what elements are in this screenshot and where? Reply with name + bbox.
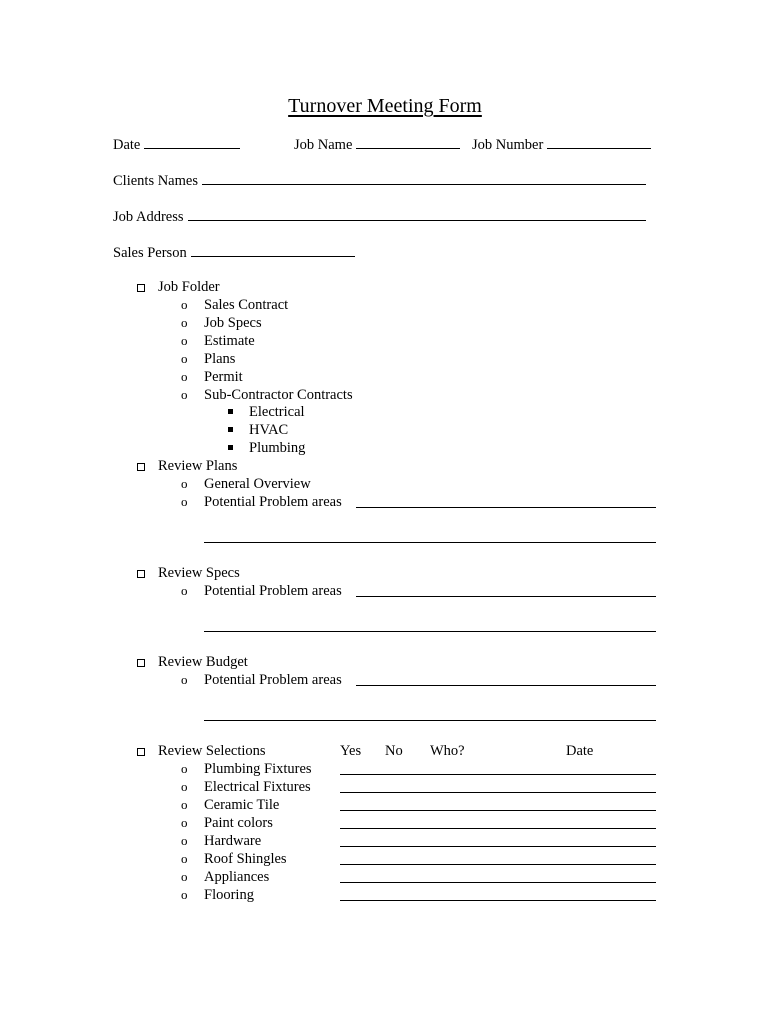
circle-bullet-icon: o <box>181 815 188 830</box>
date-field[interactable] <box>113 135 240 154</box>
list-item: Permit <box>204 369 243 385</box>
answer-line[interactable] <box>356 685 656 686</box>
list-item: General Overview <box>204 476 311 492</box>
answer-line[interactable] <box>356 507 656 508</box>
job-folder-label: Job Folder <box>158 279 220 295</box>
review-selections-label: Review Selections <box>158 743 266 759</box>
answer-line[interactable] <box>204 542 656 543</box>
sales-person-label: Sales Person <box>113 245 187 261</box>
circle-bullet-icon: o <box>181 797 188 812</box>
column-header-yes: Yes <box>340 743 362 759</box>
answer-line[interactable] <box>340 900 656 901</box>
list-item: Potential Problem areas <box>204 583 342 599</box>
answer-line[interactable] <box>340 810 656 811</box>
list-item: Job Specs <box>204 315 262 331</box>
circle-bullet-icon: o <box>181 297 188 312</box>
review-budget-label: Review Budget <box>158 654 248 670</box>
answer-line[interactable] <box>340 828 656 829</box>
answer-line[interactable] <box>340 774 656 775</box>
answer-line[interactable] <box>340 864 656 865</box>
job-address-line[interactable] <box>188 207 646 221</box>
answer-line[interactable] <box>204 631 656 632</box>
answer-line[interactable] <box>204 720 656 721</box>
circle-bullet-icon: o <box>181 833 188 848</box>
job-name-line[interactable] <box>356 135 460 149</box>
sales-person-field[interactable] <box>113 243 355 262</box>
answer-line[interactable] <box>340 882 656 883</box>
job-address-field[interactable] <box>113 207 646 226</box>
date-label: Date <box>113 137 141 153</box>
list-item: Paint colors <box>204 815 273 831</box>
clients-names-label: Clients Names <box>113 173 198 189</box>
clients-names-line[interactable] <box>202 171 646 185</box>
form-title: Turnover Meeting Form <box>288 95 482 117</box>
list-item: Potential Problem areas <box>204 494 342 510</box>
circle-bullet-icon: o <box>181 476 188 491</box>
circle-bullet-icon: o <box>181 494 188 509</box>
review-specs-label: Review Specs <box>158 565 240 581</box>
list-item: Electrical Fixtures <box>204 779 311 795</box>
answer-line[interactable] <box>340 792 656 793</box>
checkbox-square-icon[interactable] <box>137 659 145 667</box>
circle-bullet-icon: o <box>181 672 188 687</box>
list-item: Plans <box>204 351 236 367</box>
square-bullet-icon <box>228 427 233 432</box>
circle-bullet-icon: o <box>181 387 188 402</box>
list-item: Hardware <box>204 833 262 849</box>
job-number-field[interactable] <box>472 135 651 154</box>
job-name-field[interactable] <box>294 135 460 154</box>
list-item: Potential Problem areas <box>204 672 342 688</box>
checkbox-square-icon[interactable] <box>137 463 145 471</box>
checkbox-square-icon[interactable] <box>137 570 145 578</box>
list-item: HVAC <box>249 422 289 438</box>
square-bullet-icon <box>228 445 233 450</box>
list-item: Plumbing <box>249 440 306 456</box>
list-item: Estimate <box>204 333 255 349</box>
checkbox-square-icon[interactable] <box>137 748 145 756</box>
circle-bullet-icon: o <box>181 851 188 866</box>
job-number-line[interactable] <box>547 135 651 149</box>
square-bullet-icon <box>228 409 233 414</box>
job-address-label: Job Address <box>113 209 184 225</box>
circle-bullet-icon: o <box>181 887 188 902</box>
job-number-label: Job Number <box>472 137 544 153</box>
list-item: Roof Shingles <box>204 851 287 867</box>
circle-bullet-icon: o <box>181 333 188 348</box>
circle-bullet-icon: o <box>181 315 188 330</box>
list-item: Appliances <box>204 869 270 885</box>
column-header-date: Date <box>566 743 594 759</box>
list-item: Sales Contract <box>204 297 289 313</box>
list-item: Sub-Contractor Contracts <box>204 387 353 403</box>
circle-bullet-icon: o <box>181 761 188 776</box>
column-header-no: No <box>385 743 403 759</box>
circle-bullet-icon: o <box>181 369 188 384</box>
column-header-who: Who? <box>430 743 465 759</box>
review-plans-label: Review Plans <box>158 458 238 474</box>
circle-bullet-icon: o <box>181 779 188 794</box>
circle-bullet-icon: o <box>181 351 188 366</box>
list-item: Flooring <box>204 887 254 903</box>
answer-line[interactable] <box>340 846 656 847</box>
clients-names-field[interactable] <box>113 171 646 190</box>
answer-line[interactable] <box>356 596 656 597</box>
checkbox-square-icon[interactable] <box>137 284 145 292</box>
list-item: Electrical <box>249 404 305 420</box>
date-line[interactable] <box>144 135 240 149</box>
sales-person-line[interactable] <box>191 243 355 257</box>
circle-bullet-icon: o <box>181 583 188 598</box>
job-name-label: Job Name <box>294 137 353 153</box>
circle-bullet-icon: o <box>181 869 188 884</box>
list-item: Ceramic Tile <box>204 797 280 813</box>
list-item: Plumbing Fixtures <box>204 761 312 777</box>
